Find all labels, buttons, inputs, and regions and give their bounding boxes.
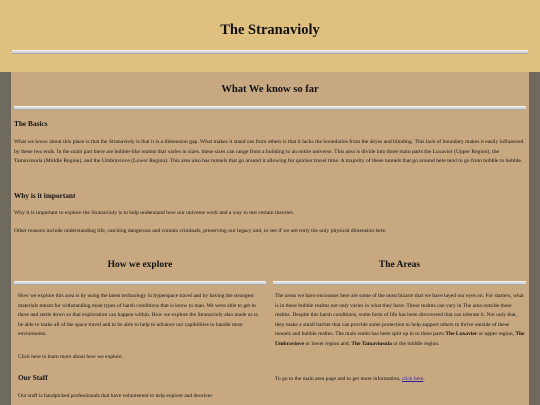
- staff-heading: Our Staff: [18, 373, 48, 382]
- section-title: What We know so far: [221, 84, 319, 95]
- explore-divider: [14, 281, 266, 285]
- staff-paragraph: Our staff is handpicked professionals that have volunteered to help explore and deceiver: [18, 393, 213, 399]
- site-title: The Stranavioly: [220, 22, 320, 38]
- site-header: [0, 0, 540, 72]
- why-paragraph-1: Why it is important to explore the Stranavioly is to help understand how our universe work and a way to test certain theories.: [14, 210, 295, 216]
- main-content: [11, 72, 529, 405]
- areas-title: The Areas: [378, 260, 421, 270]
- areas-goto-period: .: [423, 376, 425, 382]
- areas-click-here-link[interactable]: click here: [401, 376, 424, 382]
- areas-paragraph: [275, 292, 525, 350]
- areas-goto-text: To go to the main area page and to get more information,: [275, 376, 401, 382]
- lower-region-text: or lower region and,: [305, 340, 351, 347]
- areas-text: The areas we have encounter here are some of the most bizarre that we have layed our eyes on. For starters, what is in these bubble realms not only varies in what they have. These realms can vary in The area outside these realms. Despite this harsh conditions, some form of life has been discovered that can tolerate it. Not only that, they make a small barrier that can provide some protection to help support others to thrive outside of these tunnels and bubble realms. The main realm has been split up in to three parts: [275, 293, 524, 338]
- explore-learn-more-link[interactable]: Click here to learn more about how we explore.: [18, 354, 123, 360]
- areas-goto-paragraph: [275, 375, 525, 385]
- why-paragraph-2: Other reasons include understanding life, catching dangerous and contain criminals, preserving our legacy and, to see if we are truly the only physical dimension here.: [14, 228, 387, 234]
- explore-paragraph: How we explore this area is by using the latest technology in hyperspace travel and by having the strongest materials meant for withstanding most types of harsh conditions that is know to man. We were able to get in there and settle down so that exploration can happen within. How we explore the Stranavioly also made us to be able to make all of the space travel and to be able to help to advance our capibilities to handle most enviorments.: [18, 293, 259, 338]
- header-divider: [12, 50, 528, 54]
- upper-region-text: or upper region,: [478, 331, 514, 338]
- basics-paragraph: What we know about this place is that the Stranavioly is that it is a dimension gap. What makes it stand out from others is that it lacks the boundaries from the abyss and blinding. This lack of boundary makes it easily influanced by these two ends. In the main part there are bubble-like realms that varies in sizes. these sizes can range from a building to an entire universe. This area is divide into three main parts the Luxavier (Upper Region), the Tamavinsula (Middle Region), and the Umbraviove (Lower Region). This area also has tunnels that go around it allowing for quicker travel time. A majority of these tunnels that go around here tend to go from bubble to bubble.: [14, 139, 524, 165]
- middle-region-text: or the middle region.: [393, 340, 440, 347]
- why-heading: Why is it important: [14, 191, 76, 200]
- luxavier-label: The Luxavier: [445, 331, 478, 338]
- tamavinsula-label: The Tamavinsula: [351, 340, 392, 347]
- section-divider: [14, 106, 526, 110]
- explore-title: How we explore: [107, 260, 173, 270]
- areas-divider: [273, 281, 526, 285]
- umbraviove-label: The Umbraviove: [275, 331, 525, 347]
- basics-heading: The Basics: [14, 119, 48, 128]
